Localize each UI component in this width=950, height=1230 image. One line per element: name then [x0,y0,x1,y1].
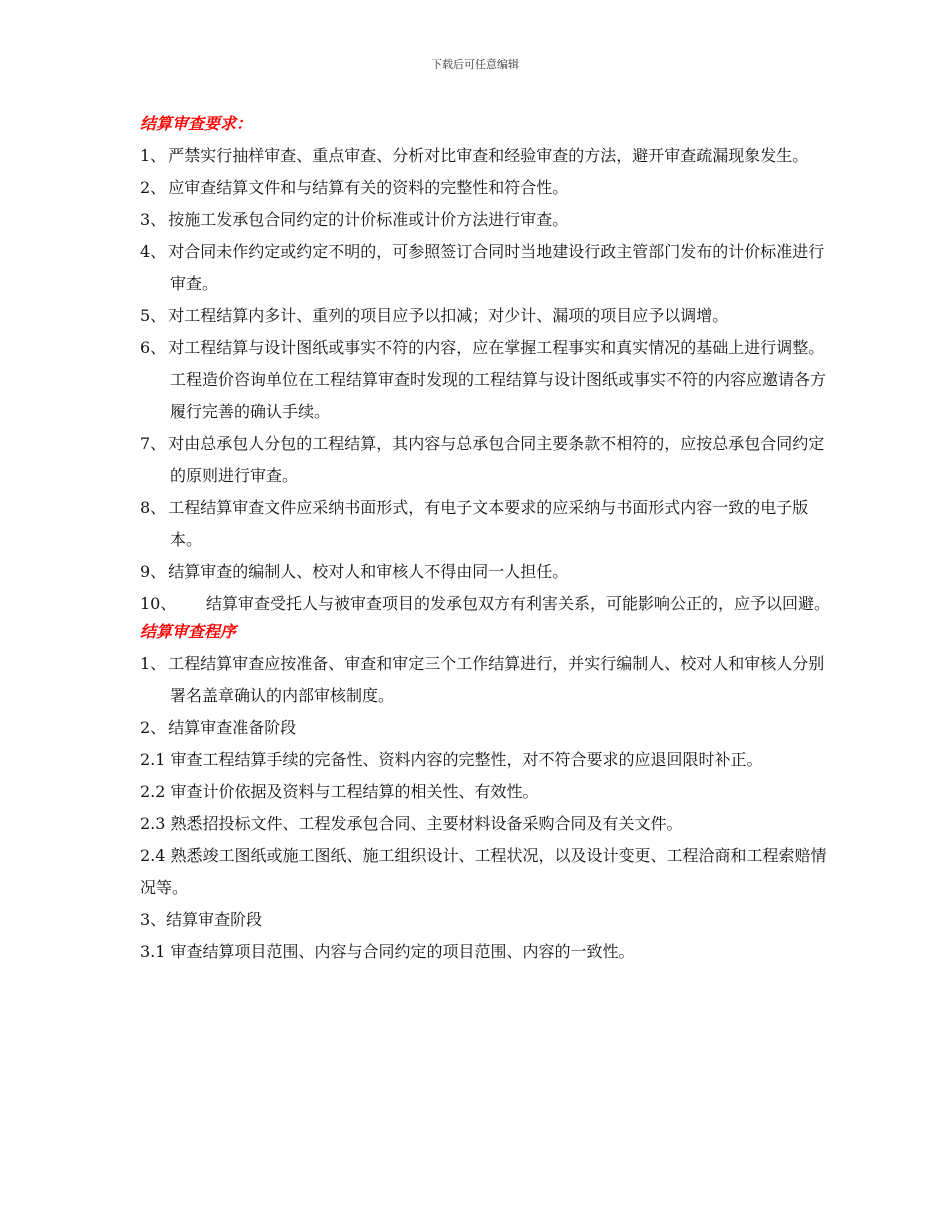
list-number: 1、 [140,654,167,673]
list-item [140,648,830,712]
list-number: 9、 [140,562,167,581]
section-heading-requirements: 结算审查要求： [140,114,253,133]
list-item [140,140,830,172]
list-text: 对由总承包人分包的工程结算，其内容与总承包合同主要条款不相符的，应按总承包合同约定的原则进行审查。 [168,434,825,485]
list-number: 2、 [140,718,167,737]
paragraph: 3、结算审查阶段 [140,910,263,929]
paragraph: 3.1 审查结算项目范围、内容与合同约定的项目范围、内容的一致性。 [140,942,635,961]
list-item [140,712,830,744]
list-text: 应审查结算文件和与结算有关的资料的完整性和符合性。 [168,178,569,197]
list-number: 1、 [140,146,167,165]
list-text: 对工程结算与设计图纸或事实不符的内容，应在掌握工程事实和真实情况的基础上进行调整。工程造价咨询单位在工程结算审查时发现的工程结算与设计图纸或事实不符的内容应邀请各方履行完善的确认手续。 [168,338,827,421]
list-number: 7、 [140,434,167,453]
list-text: 对工程结算内多计、重列的项目应予以扣减；对少计、漏项的项目应予以调增。 [168,306,729,325]
list-text: 按施工发承包合同约定的计价标准或计价方法进行审查。 [168,210,569,229]
list-item [140,428,830,492]
list-text: 结算审查的编制人、校对人和审核人不得由同一人担任。 [168,562,569,581]
list-text: 对合同未作约定或约定不明的，可参照签订合同时当地建设行政主管部门发布的计价标准进行审查。 [168,242,825,293]
list-item [140,172,830,204]
paragraph: 2.2 审查计价依据及资料与工程结算的相关性、有效性。 [140,782,539,801]
list-number: 3、 [140,210,167,229]
list-number: 8、 [140,498,167,517]
list-item [140,236,830,300]
list-number: 4、 [140,242,167,261]
list-text: 工程结算审查应按准备、审查和审定三个工作结算进行，并实行编制人、校对人和审核人分别署名盖章确认的内部审核制度。 [168,654,825,705]
list-number: 6、 [140,338,167,357]
list-number: 10、 [140,594,177,613]
list-text: 工程结算审查文件应采纳书面形式，有电子文本要求的应采纳与书面形式内容一致的电子版本。 [168,498,809,549]
list-item [140,332,830,428]
list-item [140,492,830,556]
paragraph: 2.4 熟悉竣工图纸或施工图纸、施工组织设计、工程状况，以及设计变更、工程洽商和工程索赔情况等。 [140,846,827,897]
list-text: 结算审查受托人与被审查项目的发承包双方有利害关系，可能影响公正的，应予以回避。 [206,594,831,613]
list-item [140,204,830,236]
list-item [140,556,830,588]
list-number: 5、 [140,306,167,325]
list-item [140,300,830,332]
document-body [140,112,830,968]
list-text: 严禁实行抽样审查、重点审查、分析对比审查和经验审查的方法，避开审查疏漏现象发生。 [168,146,809,165]
list-number: 2、 [140,178,167,197]
paragraph: 2.1 审查工程结算手续的完备性、资料内容的完整性，对不符合要求的应退回限时补正。 [140,750,763,769]
section-heading-procedure: 结算审查程序 [140,622,237,641]
paragraph: 2.3 熟悉招投标文件、工程发承包合同、主要材料设备采购合同及有关文件。 [140,814,683,833]
list-item [140,588,830,620]
page-header: 下载后可任意编辑 [431,58,519,71]
list-text: 结算审查准备阶段 [168,718,297,737]
